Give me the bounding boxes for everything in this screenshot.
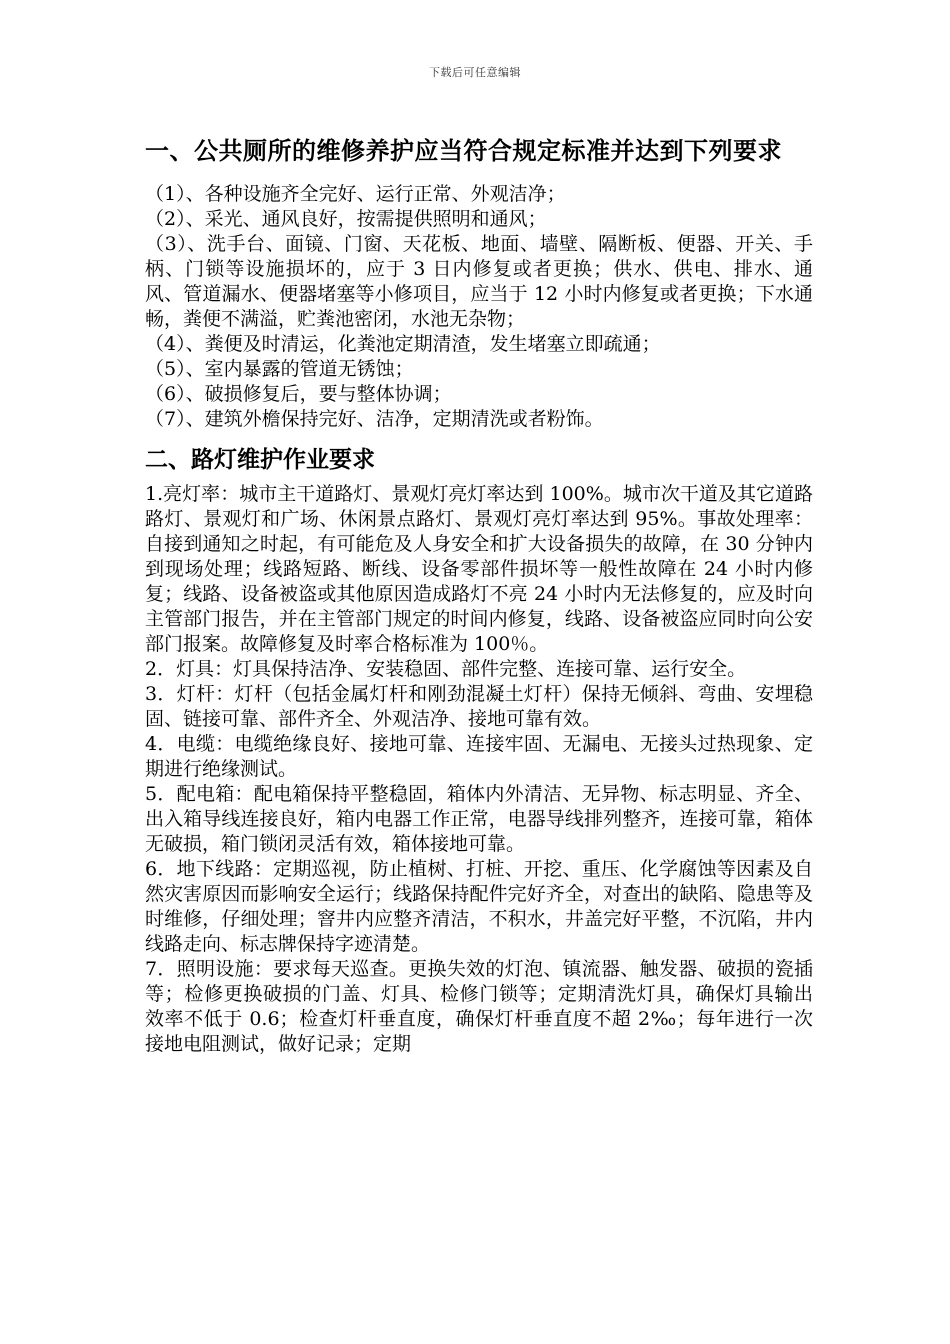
list-item: （6）、破损修复后，要与整体协调；: [145, 383, 452, 405]
list-item: 7．照明设施：要求每天巡查。更换失效的灯泡、镇流器、触发器、破损的瓷插等；检修更换破损的门盖、灯具、检修门锁等；定期清洗灯具，确保灯具输出 效率不低于 0.6；检查灯杆垂直度，确保灯杆垂直度不超 2‰；每年进行一次接地电阻测试，做好记录；定期: [145, 958, 813, 1055]
section2-list: [145, 482, 813, 1057]
list-item: 5．配电箱：配电箱保持平整稳固，箱体内外清洁、无异物、标志明显、齐全、出入箱导线连接良好，箱内电器工作正常，电器导线排列整齐，连接可靠，箱体无破损，箱门锁闭灵活有效，箱体接地可靠。: [145, 783, 813, 855]
section1-list: [145, 182, 813, 432]
list-item: （4）、粪便及时清运，化粪池定期清渣，发生堵塞立即疏通；: [145, 333, 661, 355]
list-item: 1.亮灯率：城市主干道路灯、景观灯亮灯率达到 100%。城市次干道及其它道路路灯、景观灯和广场、休闲景点路灯、景观灯亮灯率达到 95%。事故处理率：自接到通知之时起，有可能危及人身安全和扩大设备损失的故障，在 30 分钟内到现场处理；线路短路、断线、设备零部件损坏等一般性故障在 24 小时内修复；线路、设备被盗或其他原因造成路灯不亮 24 小时内无法修复的，应及时向主管部门报告，并在主管部门规定的时间内修复，线路、设备被盗应同时向公安部门报案。故障修复及时率合格标准为 100％。: [145, 483, 813, 655]
section1-title: 一、公共厕所的维修养护应当符合规定标准并达到下列要求: [145, 137, 782, 165]
list-item: （5）、室内暴露的管道无锈蚀；: [145, 358, 414, 380]
list-item: 3．灯杆：灯杆（包括金属灯杆和刚劲混凝土灯杆）保持无倾斜、弯曲、安埋稳固、链接可靠、部件齐全、外观洁净、接地可靠有效。: [145, 683, 813, 730]
header-note: 下载后可任意编辑: [429, 66, 521, 79]
list-item: （2）、采光、通风良好，按需提供照明和通风；: [145, 208, 547, 230]
list-item: （1）、各种设施齐全完好、运行正常、外观洁净；: [145, 183, 566, 205]
list-item: （7）、建筑外檐保持完好、洁净，定期清洗或者粉饰。: [145, 408, 604, 430]
list-item: 2．灯具：灯具保持洁净、安装稳固、部件完整、连接可靠、运行安全。: [145, 658, 747, 680]
list-item: 6．地下线路：定期巡视，防止植树、打桩、开挖、重压、化学腐蚀等因素及自然灾害原因而影响安全运行；线路保持配件完好齐全，对查出的缺陷、隐患等及时维修，仔细处理；窨井内应整齐清洁，不积水，井盖完好平整，不沉陷，井内线路走向、标志牌保持字迹清楚。: [145, 858, 813, 955]
list-item: 4．电缆：电缆绝缘良好、接地可靠、连接牢固、无漏电、无接头过热现象、定期进行绝缘测试。: [145, 733, 813, 780]
document-body: [145, 126, 813, 1057]
list-item: （3）、洗手台、面镜、门窗、天花板、地面、墙壁、隔断板、便器、开关、手柄、门锁等设施损坏的，应于 3 日内修复或者更换；供水、供电、排水、通风、管道漏水、便器堵塞等小修项目，应当于 12 小时内修复或者更换；下水通畅，粪便不满溢，贮粪池密闭，水池无杂物；: [145, 233, 813, 330]
section2-title: 二、路灯维护作业要求: [145, 447, 375, 473]
